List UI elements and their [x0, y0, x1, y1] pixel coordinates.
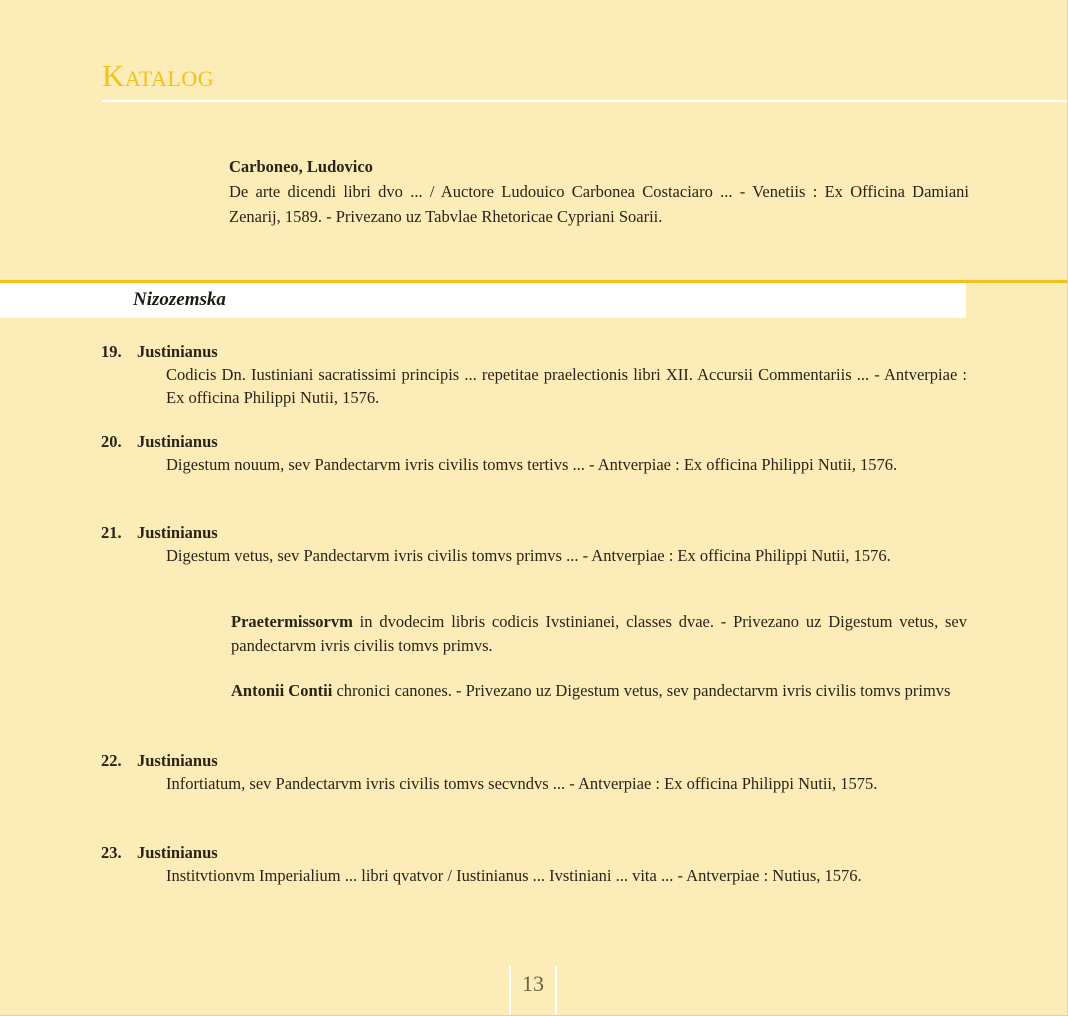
- subentry-text: in dvodecim libris codicis Ivstinianei, classes dvae. - Privezano uz Digestum vetus, sev pandectarvm ivris civilis tomvs primvs.: [231, 612, 967, 655]
- subentry-praetermissorum: [231, 610, 967, 658]
- entry-description: Infortiatum, sev Pandectarvm ivris civilis tomvs secvndvs ... - Antverpiae : Ex officina Philippi Nutii, 1575.: [166, 774, 878, 793]
- entry-number: 22.: [101, 751, 122, 770]
- catalog-entry-22: [101, 749, 967, 795]
- entry-author: Justinianus: [137, 342, 218, 361]
- entry-author: Justinianus: [137, 843, 218, 862]
- lead-entry: [229, 154, 969, 229]
- entry-description: Digestum nouum, sev Pandectarvm ivris civilis tomvs tertivs ... - Antverpiae : Ex officina Philippi Nutii, 1576.: [166, 455, 898, 474]
- entry-number: 20.: [101, 432, 122, 451]
- lead-entry-text: De arte dicendi libri dvo ... / Auctore Ludouico Carbonea Costaciaro ... - Venetiis : Ex Officina Damiani Zenarij, 1589. - Privezano uz Tabvlae Rhetoricae Cypriani Soarii.: [229, 182, 969, 226]
- page-title: Katalog: [102, 58, 215, 93]
- entry-number: 23.: [101, 843, 122, 862]
- entry-description: Digestum vetus, sev Pandectarvm ivris civilis tomvs primvs ... - Antverpiae : Ex officina Philippi Nutii, 1576.: [166, 546, 891, 565]
- lead-entry-author: Carboneo, Ludovico: [229, 157, 373, 176]
- section-title: Nizozemska: [133, 289, 226, 310]
- entry-description: Codicis Dn. Iustiniani sacratissimi principis ... repetitae praelectionis libri XII. Accursii Commentariis ... - Antverpiae : Ex officina Philippi Nutii, 1576.: [166, 365, 967, 407]
- entry-description: Institvtionvm Imperialium ... libri qvatvor / Iustinianus ... Ivstiniani ... vita ... - Antverpiae : Nutius, 1576.: [166, 866, 862, 885]
- page-number: 13: [509, 966, 557, 1016]
- entry-number: 21.: [101, 523, 122, 542]
- subentry-title: Antonii Contii: [231, 681, 333, 700]
- catalog-entry-19: [101, 340, 967, 409]
- subentry-text: chronici canones. - Privezano uz Digestum vetus, sev pandectarvm ivris civilis tomvs primvs: [332, 681, 951, 700]
- entry-author: Justinianus: [137, 432, 218, 451]
- catalog-entry-20: [101, 430, 967, 476]
- subentry-title: Praetermissorvm: [231, 612, 353, 631]
- entry-author: Justinianus: [137, 751, 218, 770]
- subentry-antonii-contii: [231, 679, 967, 703]
- catalog-entry-21: [101, 521, 967, 567]
- catalog-entry-23: [101, 841, 967, 887]
- entry-author: Justinianus: [137, 523, 218, 542]
- entry-number: 19.: [101, 342, 122, 361]
- title-divider: [102, 100, 1068, 102]
